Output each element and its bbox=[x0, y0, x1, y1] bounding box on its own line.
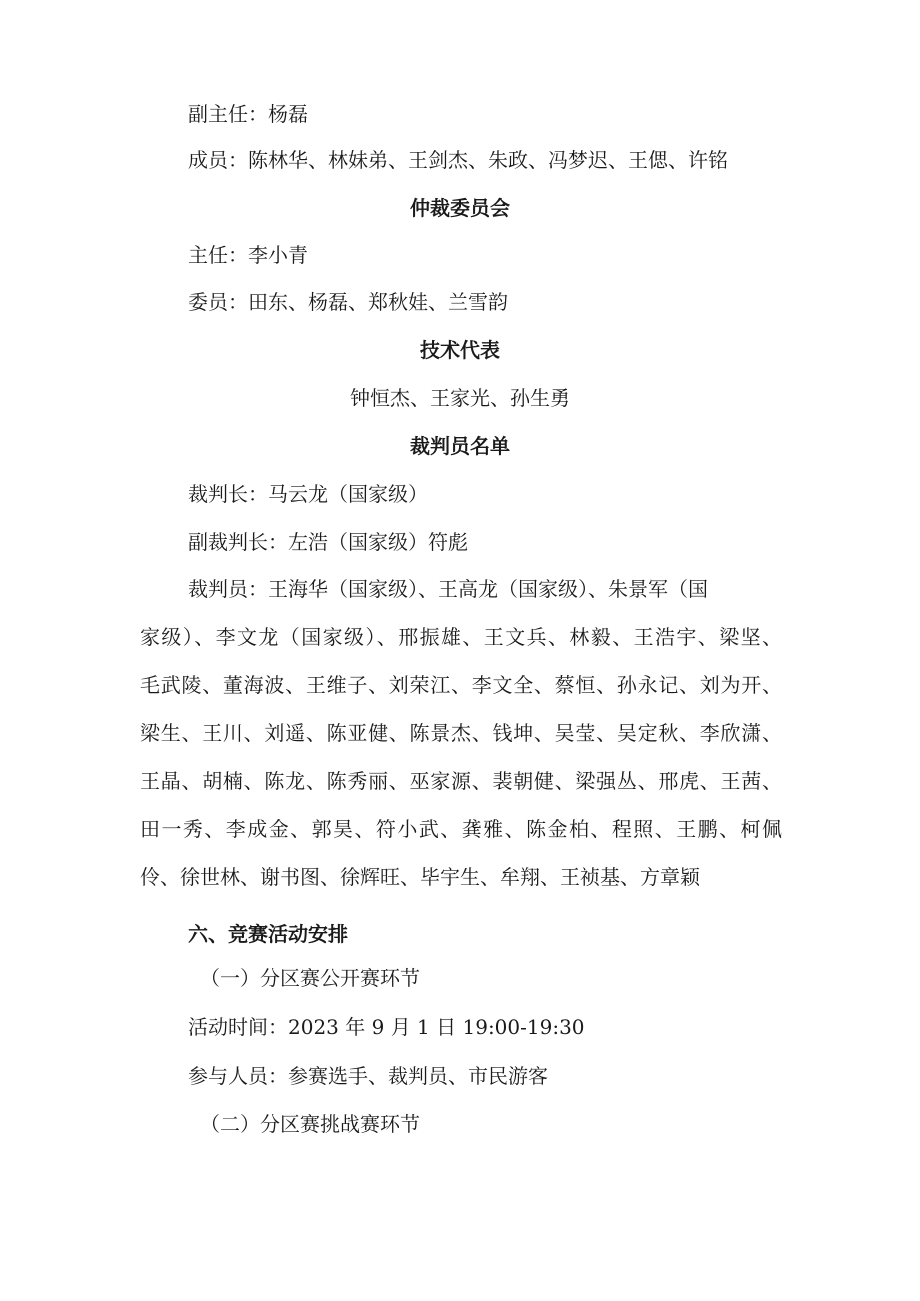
arbitration-director-line: 主任：李小青 bbox=[188, 243, 308, 267]
arbitration-committee-heading: 仲裁委员会 bbox=[410, 196, 510, 220]
subsection-two-heading: （二）分区赛挑战赛环节 bbox=[200, 1112, 420, 1136]
technical-delegate-heading: 技术代表 bbox=[420, 338, 500, 362]
technical-delegate-names: 钟恒杰、王家光、孙生勇 bbox=[350, 386, 570, 410]
committee-members-line: 成员：陈林华、林妹弟、王剑杰、朱政、冯梦迟、王偲、许铭 bbox=[188, 148, 728, 172]
chief-referee-line: 裁判长：马云龙（国家级） bbox=[188, 482, 428, 506]
subsection-one-heading: （一）分区赛公开赛环节 bbox=[200, 966, 420, 990]
arbitration-members-line: 委员：田东、杨磊、郑秋娃、兰雪韵 bbox=[188, 290, 508, 314]
referees-line-2: 家级）、李文龙（国家级）、邢振雄、王文兵、林毅、王浩宇、梁坚、 bbox=[140, 625, 782, 649]
referees-line-1: 裁判员：王海华（国家级）、王高龙（国家级）、朱景军（国 bbox=[188, 577, 708, 601]
referees-line-4: 梁生、王川、刘遥、陈亚健、陈景杰、钱坤、吴莹、吴定秋、李欣潇、 bbox=[140, 721, 782, 745]
deputy-chief-referee-line: 副裁判长：左浩（国家级）符彪 bbox=[188, 530, 468, 554]
referees-line-6: 田一秀、李成金、郭昊、符小武、龚雅、陈金柏、程照、王鹏、柯佩 bbox=[140, 817, 782, 841]
vice-director-line: 副主任：杨磊 bbox=[188, 102, 308, 126]
activity-time-line: 活动时间：2023 年 9 月 1 日 19:00-19:30 bbox=[188, 1015, 585, 1039]
referees-line-5: 王晶、胡楠、陈龙、陈秀丽、巫家源、裴朝健、梁强丛、邢虎、王茜、 bbox=[140, 769, 782, 793]
referee-list-heading: 裁判员名单 bbox=[410, 434, 510, 458]
referees-line-7: 伶、徐世林、谢书图、徐辉旺、毕宇生、牟翔、王祯基、方章颖 bbox=[140, 865, 700, 889]
section-six-heading: 六、竞赛活动安排 bbox=[188, 922, 348, 946]
referees-line-3: 毛武陵、董海波、王维子、刘荣江、李文全、蔡恒、孙永记、刘为开、 bbox=[140, 673, 782, 697]
participants-line: 参与人员：参赛选手、裁判员、市民游客 bbox=[188, 1064, 548, 1088]
